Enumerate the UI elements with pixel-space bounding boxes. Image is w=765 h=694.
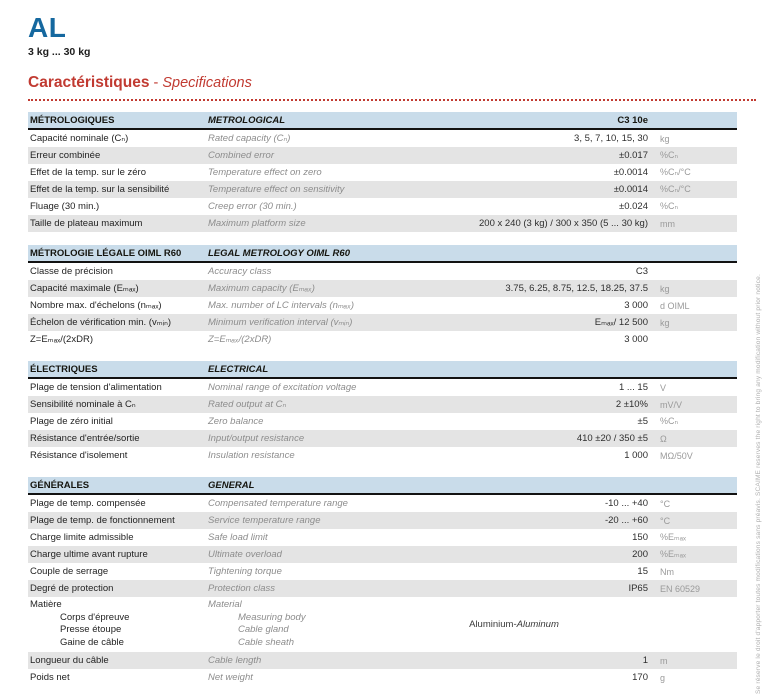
row-label-en: Zero balance — [208, 416, 264, 427]
spec-row — [28, 413, 737, 430]
spec-row-material — [28, 597, 737, 652]
row-label-en: Ultimate overload — [208, 549, 282, 560]
row-unit: %Cₙ/°C — [660, 184, 691, 194]
legal-disclaimer-vertical: Se réserve le droit d'apporter toutes modifications sans préavis. SCAIME reserves the right to bring any modification without prior notice. — [755, 274, 762, 694]
row-label-fr: Taille de plateau maximum — [30, 218, 143, 229]
row-label-en: Safe load limit — [208, 532, 268, 543]
row-label-fr: Z=Eₘₐₓ/(2xDR) — [30, 334, 93, 345]
spec-row — [28, 280, 737, 297]
row-label-en: Compensated temperature range — [208, 498, 348, 509]
row-value: C3 — [635, 266, 648, 277]
material-line-en: Cable gland — [238, 624, 289, 635]
row-label-fr: Charge limite admissible — [30, 532, 134, 543]
spec-row — [28, 580, 737, 597]
material-line-en: Cable sheath — [238, 636, 294, 648]
row-label-fr: Plage de temp. compensée — [30, 498, 146, 509]
spec-row — [28, 181, 737, 198]
row-label-en — [208, 599, 380, 649]
row-value: -20 ... +60 — [604, 515, 648, 526]
row-unit: m — [660, 655, 668, 666]
row-value: Eₘₐₓ/ 12 500 — [594, 317, 648, 328]
section-title-en: GENERAL — [208, 479, 255, 491]
row-value: ±5 — [637, 416, 648, 427]
section-header-row — [28, 361, 737, 379]
spec-row — [28, 447, 737, 464]
row-label-en: Temperature effect on sensitivity — [208, 184, 345, 195]
row-label-fr: Plage de tension d'alimentation — [30, 382, 162, 393]
row-label-en: Combined error — [208, 150, 274, 161]
row-value: 3 000 — [624, 334, 648, 345]
spec-row — [28, 263, 737, 280]
row-unit: d OIML — [660, 300, 690, 311]
section-header-row — [28, 477, 737, 495]
section-title-en: LEGAL METROLOGY OIML R60 — [208, 247, 350, 259]
row-label-fr: Fluage (30 min.) — [30, 201, 100, 212]
spec-row — [28, 669, 737, 686]
row-label-fr: Plage de zéro initial — [30, 416, 113, 427]
spec-row — [28, 130, 737, 147]
row-label-fr: Capacité maximale (Eₘₐₓ) — [30, 283, 139, 294]
row-value: ±0.017 — [619, 150, 648, 161]
row-label-en: Cable length — [208, 655, 262, 666]
spec-row — [28, 164, 737, 181]
row-label-fr: Effet de la temp. sur la sensibilité — [30, 184, 170, 195]
row-label-en: Accuracy class — [208, 266, 272, 277]
section-heading — [28, 74, 756, 101]
heading-french: Caractéristiques — [28, 74, 150, 91]
row-unit: mV/V — [660, 399, 683, 410]
row-value: 200 — [632, 549, 648, 560]
material-line-fr: Matière — [30, 599, 62, 610]
section-title-fr: MÉTROLOGIE LÉGALE OIML R60 — [30, 247, 182, 259]
row-label-fr — [28, 599, 208, 649]
row-label-en: Input/output resistance — [208, 433, 305, 444]
spec-section — [28, 112, 737, 232]
row-label-fr: Degré de protection — [30, 583, 114, 594]
section-header-value: C3 10e — [617, 114, 648, 126]
row-unit: %Eₘₐₓ — [660, 549, 686, 559]
row-value: 170 — [632, 672, 648, 683]
row-label-fr: Capacité nominale (Cₙ) — [30, 133, 129, 144]
spec-row — [28, 297, 737, 314]
row-label-fr: Sensibilité nominale à Cₙ — [30, 399, 136, 410]
row-value: -10 ... +40 — [604, 498, 648, 509]
row-label-fr: Résistance d'entrée/sortie — [30, 433, 140, 444]
row-label-en: Protection class — [208, 583, 276, 594]
heading-english: Specifications — [162, 75, 252, 91]
row-label-en: Creep error (30 min.) — [208, 201, 297, 212]
spec-row — [28, 331, 737, 348]
row-label-en: Temperature effect on zero — [208, 167, 322, 178]
spec-row — [28, 198, 737, 215]
section-title-fr: ÉLECTRIQUES — [30, 363, 98, 375]
material-line-fr: Gaine de câble — [60, 636, 124, 648]
row-value: 1 — [642, 655, 648, 666]
row-label-fr: Nombre max. d'échelons (nₘₐₓ) — [30, 300, 162, 311]
section-header-row — [28, 245, 737, 263]
row-label-fr: Classe de précision — [30, 266, 113, 277]
spec-row — [28, 563, 737, 580]
row-unit: kg — [660, 133, 670, 144]
section-title-fr: MÉTROLOGIQUES — [30, 114, 115, 126]
row-label-en: Service temperature range — [208, 515, 321, 526]
row-value: ±0.0014 — [613, 184, 648, 195]
spec-row — [28, 215, 737, 232]
row-value: 200 x 240 (3 kg) / 300 x 350 (5 ... 30 kg) — [479, 218, 648, 229]
material-line-en: Measuring body — [238, 611, 306, 623]
row-label-en: Maximum capacity (Eₘₐₓ) — [208, 283, 315, 294]
row-value: 3 000 — [624, 300, 648, 311]
row-unit: %Cₙ — [660, 150, 679, 160]
row-label-en: Rated output at Cₙ — [208, 399, 287, 410]
row-label-fr: Couple de serrage — [30, 566, 109, 577]
row-label-fr: Erreur combinée — [30, 150, 101, 161]
row-label-en: Tightening torque — [208, 566, 282, 577]
spec-row — [28, 430, 737, 447]
row-value — [380, 599, 652, 649]
row-label-fr: Échelon de vérification min. (vₘᵢₙ) — [30, 317, 172, 328]
spec-row — [28, 495, 737, 512]
spec-section — [28, 245, 737, 348]
row-unit: °C — [660, 515, 671, 526]
row-label-en: Minimum verification interval (vₘᵢₙ) — [208, 317, 353, 328]
row-unit: g — [660, 672, 666, 683]
material-line-fr: Corps d'épreuve — [60, 611, 130, 623]
row-label-fr: Plage de temp. de fonctionnement — [30, 515, 175, 526]
row-label-fr: Charge ultime avant rupture — [30, 549, 148, 560]
spec-row — [28, 546, 737, 563]
specifications-table — [28, 112, 737, 694]
row-unit: °C — [660, 498, 671, 509]
section-header-row — [28, 112, 737, 130]
row-label-en: Insulation resistance — [208, 450, 295, 461]
row-label-fr: Poids net — [30, 672, 70, 683]
row-label-en: Z=Eₘₐₓ/(2xDR) — [208, 334, 272, 345]
row-value: 410 ±20 / 350 ±5 — [576, 433, 648, 444]
row-label-en: Rated capacity (Cₙ) — [208, 133, 291, 144]
section-title-en: ELECTRICAL — [208, 363, 269, 375]
spec-row — [28, 147, 737, 164]
row-label-en: Net weight — [208, 672, 253, 683]
row-value: 2 ±10% — [615, 399, 648, 410]
row-label-fr: Effet de la temp. sur le zéro — [30, 167, 146, 178]
row-unit: MΩ/50V — [660, 450, 693, 461]
row-value: 15 — [637, 566, 648, 577]
row-unit: EN 60529 — [660, 583, 701, 594]
spec-row — [28, 512, 737, 529]
spec-section — [28, 361, 737, 464]
row-label-fr: Résistance d'isolement — [30, 450, 128, 461]
material-line-en: Material — [208, 599, 242, 610]
material-line-fr: Presse étoupe — [60, 624, 122, 635]
row-label-en: Nominal range of excitation voltage — [208, 382, 357, 393]
spec-row — [28, 314, 737, 331]
spec-row — [28, 652, 737, 669]
row-unit: kg — [660, 283, 670, 294]
row-value: IP65 — [628, 583, 648, 594]
material-value-sep: - — [513, 618, 517, 630]
spec-row — [28, 529, 737, 546]
spec-row — [28, 396, 737, 413]
spec-section — [28, 477, 737, 686]
row-label-en: Maximum platform size — [208, 218, 306, 229]
section-title-en: METROLOGICAL — [208, 114, 286, 126]
heading-separator: - — [149, 75, 163, 91]
row-unit: Nm — [660, 566, 674, 577]
row-value: 3, 5, 7, 10, 15, 30 — [574, 133, 648, 144]
row-label-en: Max. number of LC intervals (nₘₐₓ) — [208, 300, 354, 311]
row-value: 150 — [632, 532, 648, 543]
capacity-range: 3 kg ... 30 kg — [28, 46, 91, 58]
row-unit: %Cₙ/°C — [660, 167, 691, 177]
section-title-fr: GÉNÉRALES — [30, 479, 90, 491]
spec-row — [28, 379, 737, 396]
row-unit: mm — [660, 218, 675, 229]
row-unit: Ω — [660, 433, 667, 444]
row-value: ±0.024 — [619, 201, 648, 212]
row-value: 3.75, 6.25, 8.75, 12.5, 18.25, 37.5 — [505, 283, 648, 294]
row-unit — [652, 599, 737, 649]
row-unit: %Eₘₐₓ — [660, 532, 686, 542]
row-value: 1 ... 15 — [618, 382, 648, 393]
row-value: ±0.0014 — [613, 167, 648, 178]
material-value-fr: Aluminium — [469, 618, 514, 630]
product-model-title: AL — [28, 12, 67, 43]
row-unit: V — [660, 382, 667, 393]
material-value-en: Aluminum — [516, 618, 559, 630]
row-unit: %Cₙ — [660, 416, 679, 426]
row-unit: %Cₙ — [660, 201, 679, 211]
row-value: 1 000 — [624, 450, 648, 461]
row-label-fr: Longueur du câble — [30, 655, 109, 666]
row-unit: kg — [660, 317, 670, 328]
